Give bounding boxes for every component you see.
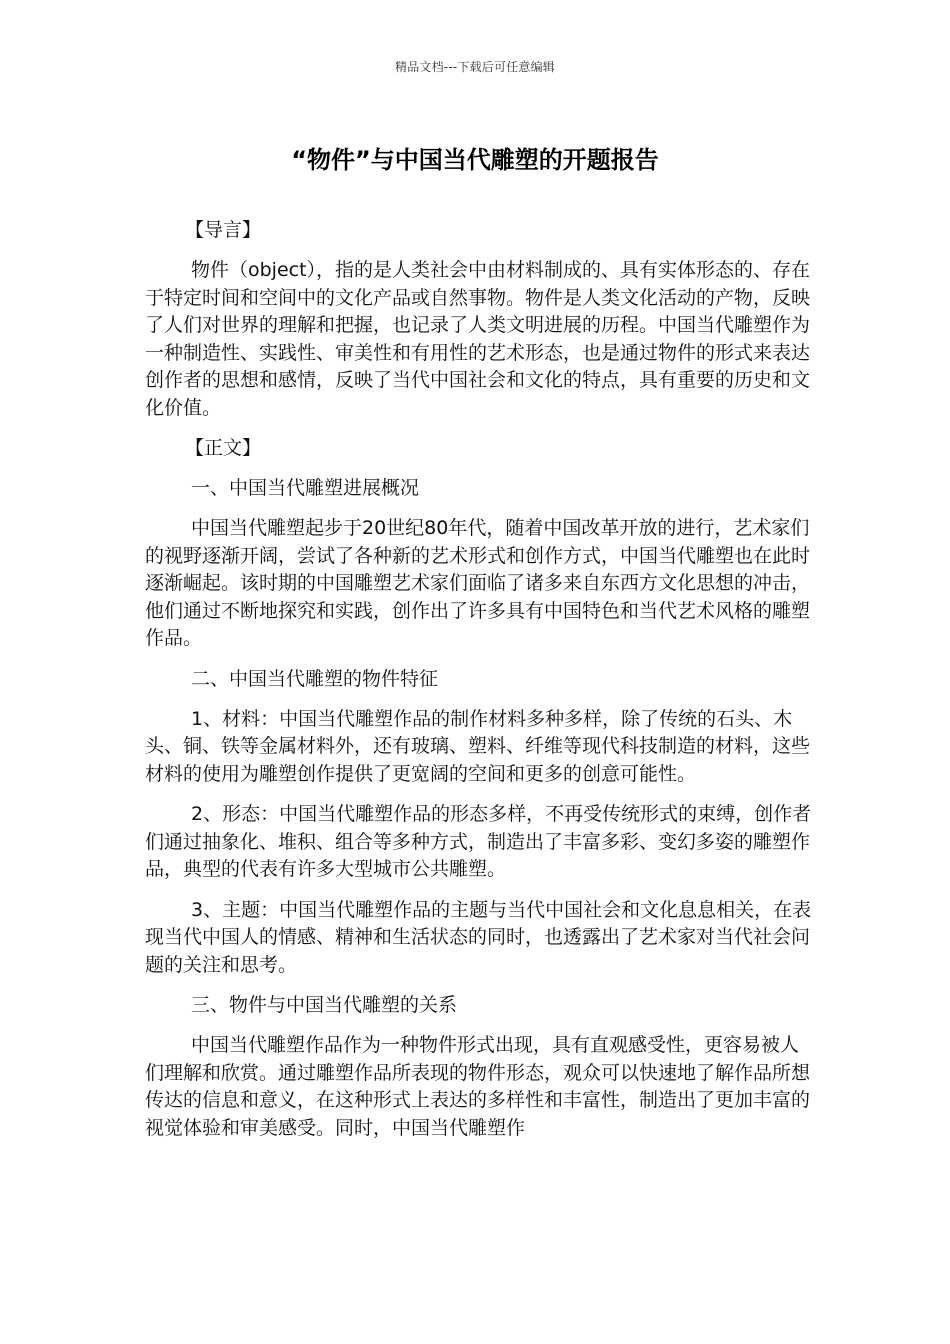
section-1-heading: 一、中国当代雕塑进展概况 (191, 477, 420, 499)
section-1-paragraph: 中国当代雕塑起步于20世纪80年代，随着中国改革开放的进行，艺术家们的视野逐渐开阔，尝试了各种新的艺术形式和创作方式，中国当代雕塑也在此时逐渐崛起。该时期的中国雕塑艺术家们面临了诸多来自东西方文化思想的冲击，他们通过不断地探究和实践，创作出了许多具有中国特色和当代艺术风格的雕塑作品。 (145, 517, 811, 649)
intro-label: 【导言】 (185, 219, 262, 241)
section-2-item-themes: 3、主题：中国当代雕塑作品的主题与当代中国社会和文化息息相关，在表现当代中国人的情感、精神和生活状态的同时，也透露出了艺术家对当代社会问题的关注和思考。 (145, 898, 812, 976)
section-3-heading: 三、物件与中国当代雕塑的关系 (191, 994, 458, 1016)
section-2-item-forms: 2、形态：中国当代雕塑作品的形态多样，不再受传统形式的束缚，创作者们通过抽象化、堆积、组合等多种方式，制造出了丰富多彩、变幻多姿的雕塑作品，典型的代表有许多大型城市公共雕塑。 (145, 803, 812, 880)
section-2-heading: 二、中国当代雕塑的物件特征 (191, 667, 439, 690)
section-3-paragraph: 中国当代雕塑作品作为一种物件形式出现，具有直观感受性，更容易被人们理解和欣赏。通过雕塑作品所表现的物件形态，观众可以快速地了解作品所想传达的信息和意义，在这种形式上表达的多样性和丰富性，制造出了更加丰富的视觉体验和审美感受。同时，中国当代雕塑作 (145, 1034, 811, 1139)
page-header: 精品文档---下载后可任意编辑 (395, 60, 555, 74)
intro-paragraph: 物件（object），指的是人类社会中由材料制成的、具有实体形态的、存在于特定时间和空间中的文化产品或自然事物。物件是人类文化活动的产物，反映了人们对世界的理解和把握，也记录了人类文明进展的历程。中国当代雕塑作为一种制造性、实践性、审美性和有用性的艺术形态，也是通过物件的形式来表达创作者的思想和感情，反映了当代中国社会和文化的特点，具有重要的历史和文化价值。 (145, 259, 811, 419)
document-title: “物件”与中国当代雕塑的开题报告 (291, 146, 659, 174)
document-body (145, 217, 817, 1155)
body-label: 【正文】 (185, 437, 262, 459)
section-2-item-materials: 1、材料：中国当代雕塑作品的制作材料多种多样，除了传统的石头、木头、铜、铁等金属材料外，还有玻璃、塑料、纤维等现代科技制造的材料，这些材料的使用为雕塑创作提供了更宽阔的空间和更多的创意可能性。 (145, 707, 811, 785)
